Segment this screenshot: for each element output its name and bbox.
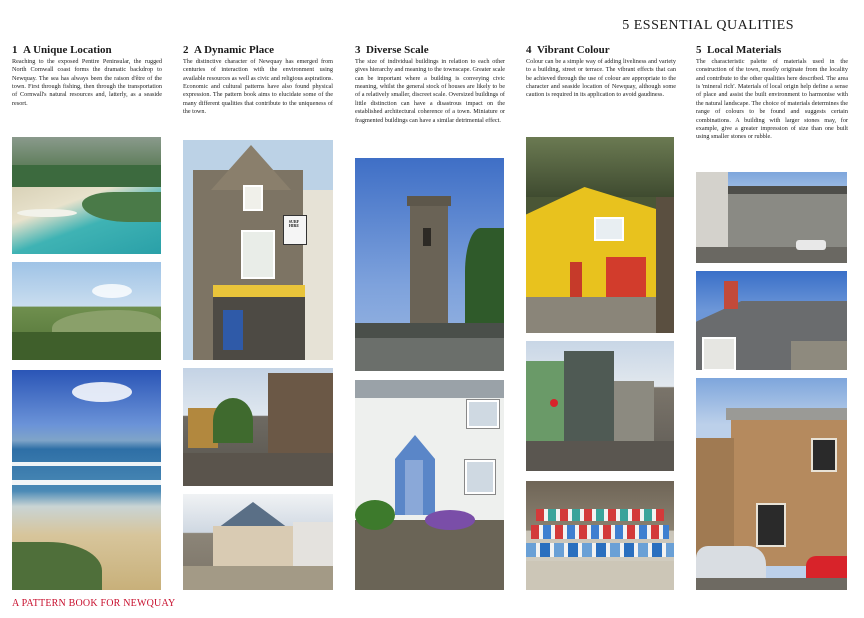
section-dynamic-place	[183, 44, 333, 117]
photo-terraced-street	[526, 341, 674, 471]
photo-church-tower	[355, 158, 504, 371]
photo-stone-terrace	[696, 172, 847, 263]
photo-coastline-aerial	[12, 137, 161, 254]
section-heading: 3 Diverse Scale	[355, 44, 429, 56]
photo-slate-house	[696, 271, 847, 370]
photo-beach-waves	[12, 370, 161, 590]
photo-white-cottage	[355, 380, 504, 590]
section-heading: 4 Vibrant Colour	[526, 44, 610, 56]
section-body: Colour can be a simple way of adding liveliness and variety to a building, street or terrace. The vibrant effects that can be achieved through the use of colour are appropriate to the character and seaside location of Newquay, although some caution is required in its application to avoid gaudiness.	[526, 58, 676, 99]
section-body: The distinctive character of Newquay has emerged from centuries of interaction with the environment using available resources as well as civic and religious aspirations. Economic and cultural patterns have also found physical expression. The pattern book aims to elucidate some of the many different qualities that contribute to the uniqueness of the town.	[183, 58, 333, 116]
section-heading: 2 A Dynamic Place	[183, 44, 275, 56]
photo-yellow-boathouse	[526, 137, 674, 333]
section-body: Reaching to the exposed Pentire Peninsular, the rugged North Cornwall coast forms the dramatic backdrop to Newquay. The sea has always been the raison d'être of the town. First through fishing, then through the transportation of Cornwall's natural resources and, latterly, as a seaside resort.	[12, 58, 162, 107]
section-unique-location	[12, 44, 162, 108]
section-diverse-scale	[355, 44, 505, 125]
section-local-materials	[696, 44, 848, 142]
photo-street-scene	[183, 368, 333, 486]
photo-beach-huts	[526, 481, 674, 590]
section-body: The characteristic palette of materials used in the construction of the town, mostly originate from the locality and contribute to the other qualities here described. The area is 'mineral rich'. Materials of local origin help define a sense of place and assist the built environment to harmonise with the natural landscape. The choice of materials determines the range of colours to be found and suggests certain combinations. A building with larger stones may, for example, give a greater impression of size than one built using smaller stones or rubble.	[696, 58, 848, 141]
photo-seafront-building	[183, 494, 333, 590]
page-header: 5 ESSENTIAL QUALITIES	[622, 18, 794, 33]
section-heading: 5 Local Materials	[696, 44, 782, 56]
shop-sign: SURF HIRE	[288, 219, 300, 228]
section-heading: 1 A Unique Location	[12, 44, 112, 56]
section-vibrant-colour	[526, 44, 676, 100]
photo-sandstone-building	[696, 378, 847, 590]
section-body: The size of individual buildings in relation to each other gives hierarchy and meaning to the townscape. Greater scale can be important where a building is conveying civic meaning, whilst the general stock of houses are likely to be of a relatively smaller, discreet scale. Oversized buildings of little distinction can have a disastrous impact on the established architectural coherence of a town. Miniature or fragmented buildings can have a similar detrimental effect.	[355, 58, 505, 124]
photo-headland	[12, 262, 161, 360]
footer-title: A PATTERN BOOK FOR NEWQUAY	[12, 598, 176, 609]
photo-corner-shop	[183, 140, 333, 360]
